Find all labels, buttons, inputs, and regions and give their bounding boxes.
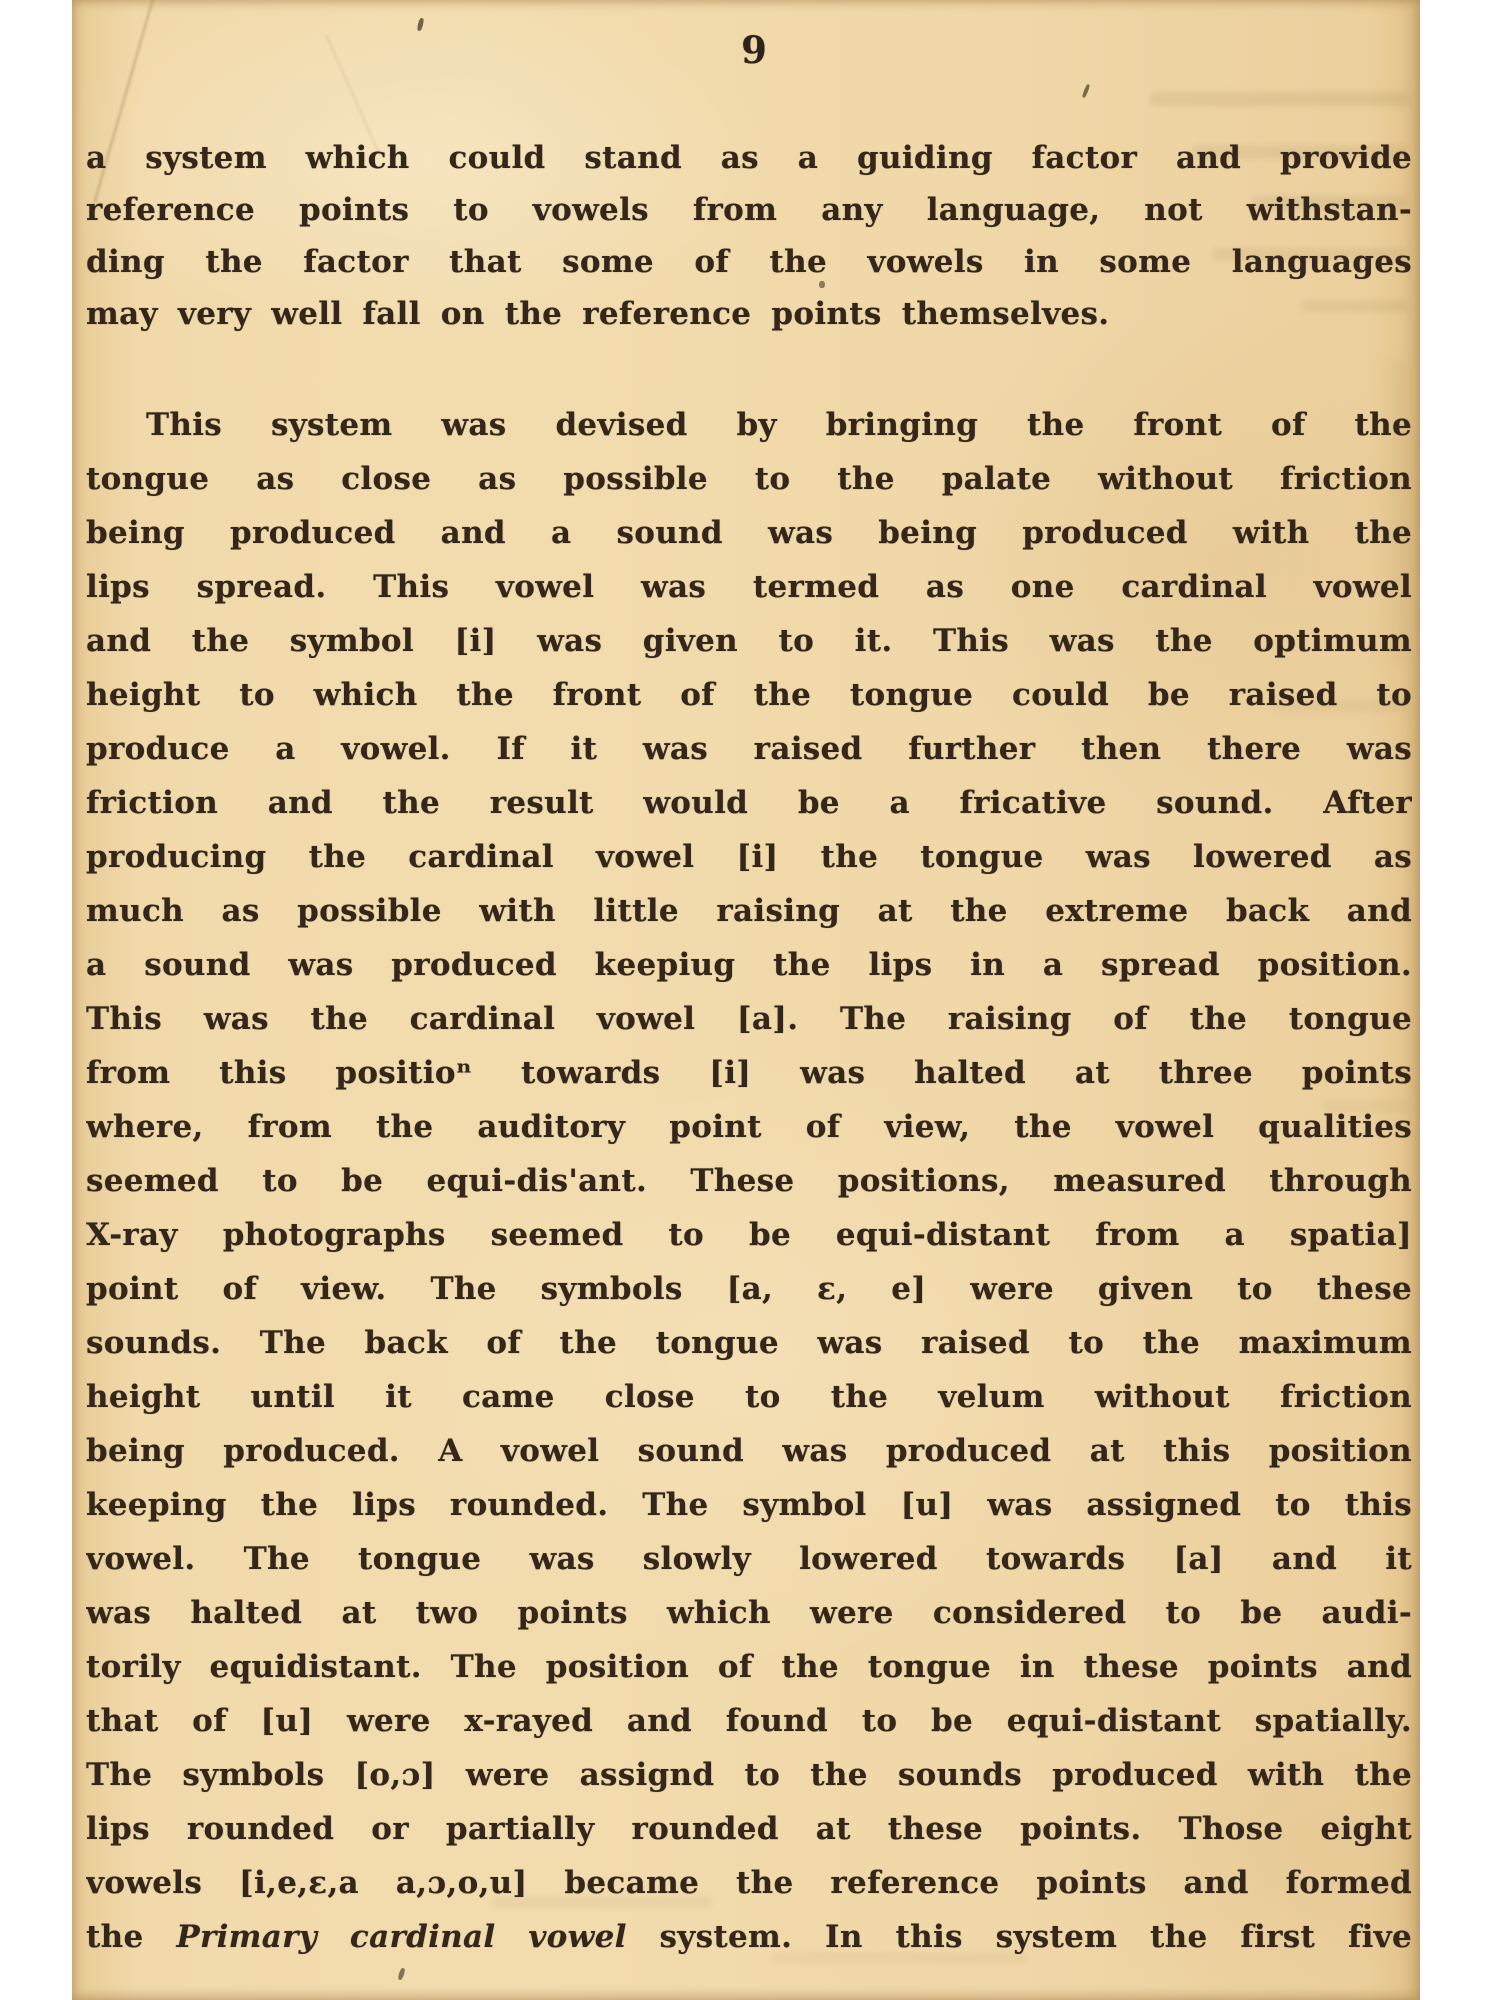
text-line: from this positioⁿ towards [i] was halted at three points [86,1055,1412,1091]
book-page [72,0,1420,2000]
text-line: friction and the result would be a fricative sound. After [86,785,1412,821]
bleed-through-smudge [1150,92,1408,106]
text-line: point of view. The symbols [a, ε, e] were given to these [86,1271,1412,1307]
text-line: ding the factor that some of the vowels in some languages [86,244,1412,280]
text-line: lips spread. This vowel was termed as one cardinal vowel [86,569,1412,605]
final-line-italic-title: Primary cardinal vowel [176,1919,627,1955]
text-line: being produced. A vowel sound was produced at this position [86,1433,1412,1469]
text-line: and the symbol [i] was given to it. This was the optimum [86,623,1412,659]
paragraph-1 [86,132,1412,340]
text-line: a system which could stand as a guiding factor and provide [86,140,1412,176]
text-line: This was the cardinal vowel [a]. The raising of the tongue [86,1001,1412,1037]
body-text [86,132,1412,1964]
text-line: where, from the auditory point of view, the vowel qualities [86,1109,1412,1145]
text-line: lips rounded or partially rounded at these points. Those eight [86,1811,1412,1847]
text-line: sounds. The back of the tongue was raised to the maximum [86,1325,1412,1361]
text-line: vowel. The tongue was slowly lowered towards [a] and it [86,1541,1412,1577]
text-line: torily equidistant. The position of the tongue in these points and [86,1649,1412,1685]
text-line: may very well fall on the reference points themselves. [86,296,1110,332]
page-number: 9 [741,28,767,72]
text-line: seemed to be equi-dis'ant. These positions, measured through [86,1163,1412,1199]
text-line: being produced and a sound was being produced with the [86,515,1412,551]
text-line: a sound was produced keepiug the lips in a spread position. [86,947,1412,983]
ink-speck [1082,84,1091,98]
text-line: tongue as close as possible to the palate without friction [86,461,1412,497]
text-line: height to which the front of the tongue could be raised to [86,677,1412,713]
ink-speck [397,1968,405,1981]
text-line: produce a vowel. If it was raised further then there was [86,731,1412,767]
final-line-suffix: system. In this system the first five [626,1919,1412,1955]
text-line: was halted at two points which were considered to be audi- [86,1595,1412,1631]
text-line: vowels [i,e,ε,a a,ɔ,o,u] became the reference points and formed [86,1865,1412,1901]
final-line-prefix: the [86,1919,177,1955]
text-line: that of [u] were x-rayed and found to be equi-distant spatially. [86,1703,1412,1739]
text-line: much as possible with little raising at the extreme back and [86,893,1412,929]
text-line: reference points to vowels from any language, not withstan- [86,192,1412,228]
text-line: producing the cardinal vowel [i] the tongue was lowered as [86,839,1412,875]
text-line-final [86,1910,1412,1964]
text-line: keeping the lips rounded. The symbol [u] was assigned to this [86,1487,1412,1523]
text-line: X-ray photographs seemed to be equi-distant from a spatia] [86,1217,1412,1253]
text-line: height until it came close to the velum without friction [86,1379,1412,1415]
paragraph-2 [86,398,1412,1964]
text-line: The symbols [o,ɔ] were assignd to the sounds produced with the [86,1757,1412,1793]
text-line: This system was devised by bringing the front of the [146,407,1412,443]
